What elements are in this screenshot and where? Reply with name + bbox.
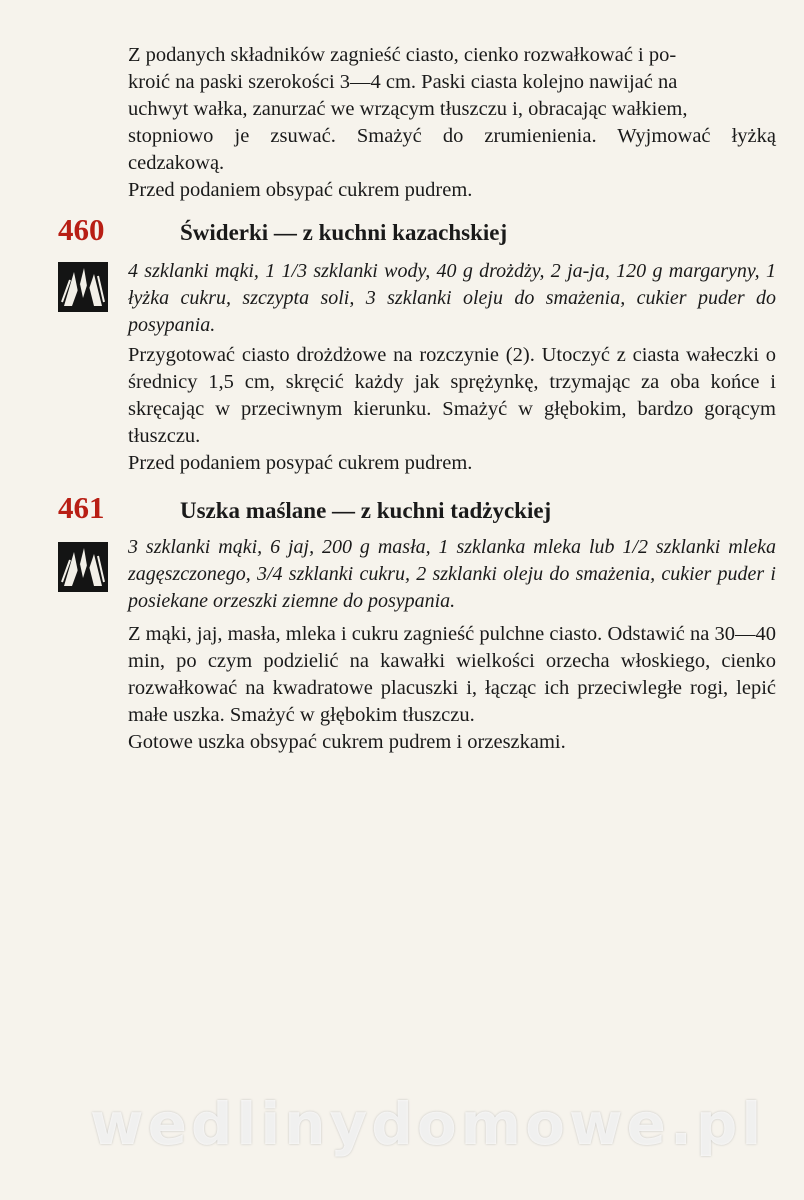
intro-line: Z podanych składników zagnieść ciasto, cienko rozwałkować i po- xyxy=(128,44,677,66)
intro-line: Przed podaniem obsypać cukrem pudrem. xyxy=(128,179,473,201)
recipe-number: 460 xyxy=(58,212,105,247)
method-text: Z mąki, jaj, masła, mleka i cukru zagnieść pulchne ciasto. Odstawić na 30—40 min, po czym podzielić na kawałki wielkości orzecha włoskiego, cienko rozwałkować na kwadratowe placuszki i, łącząc ich przeciwległe rogi, lepić małe uszka. Smażyć w głębokim tłuszczu. xyxy=(128,623,776,726)
ingredients: 4 szklanki mąki, 1 1/3 szklanki wody, 40 g drożdży, 2 ja-ja, 120 g margaryny, 1 łyżka cukru, szczypta soli, 3 szklanki oleju do smażenia, cukier puder do posypania. xyxy=(128,260,776,336)
recipe-header xyxy=(58,212,778,248)
method xyxy=(128,342,776,477)
intro-line: uchwyt wałka, zanurzać we wrzącym tłuszczu i, obracając wałkiem, xyxy=(128,98,688,120)
recipe-number: 461 xyxy=(58,490,105,525)
ingredients: 3 szklanki mąki, 6 jaj, 200 g masła, 1 szklanka mleka lub 1/2 szklanki mleka zagęszczonego, 3/4 szklanki cukru, 2 szklanki oleju do smażenia, cukier puder i posiekane orzeszki ziemne do posypania. xyxy=(128,536,776,612)
serving-note: Gotowe uszka obsypać cukrem pudrem i orzeszkami. xyxy=(128,731,566,753)
frying-icon xyxy=(58,542,108,592)
serving-note: Przed podaniem posypać cukrem pudrem. xyxy=(128,452,473,474)
frying-icon xyxy=(58,262,108,312)
intro-line: stopniowo je zsuwać. Smażyć do zrumienienia. Wyjmować łyżką xyxy=(128,125,776,147)
method-text: Przygotować ciasto drożdżowe na rozczynie (2). Utoczyć z ciasta wałeczki o średnicy 1,5 cm, skręcić każdy jak sprężynkę, trzymając za oba końce i skręcając w przeciwnym kierunku. Smażyć w głębokim, bardzo gorącym tłuszczu. xyxy=(128,344,776,447)
method xyxy=(128,621,776,756)
intro-line: cedzakową. xyxy=(128,152,225,174)
recipe-title: Świderki — z kuchni kazachskiej xyxy=(180,220,508,245)
recipe-title: Uszka maślane — z kuchni tadżyckiej xyxy=(180,498,552,523)
recipe-header xyxy=(58,490,778,526)
intro-paragraph xyxy=(128,42,776,204)
intro-line: kroić na paski szerokości 3—4 cm. Paski ciasta kolejno nawijać na xyxy=(128,71,678,93)
watermark: wedlinydomowe.pl xyxy=(90,1090,766,1158)
